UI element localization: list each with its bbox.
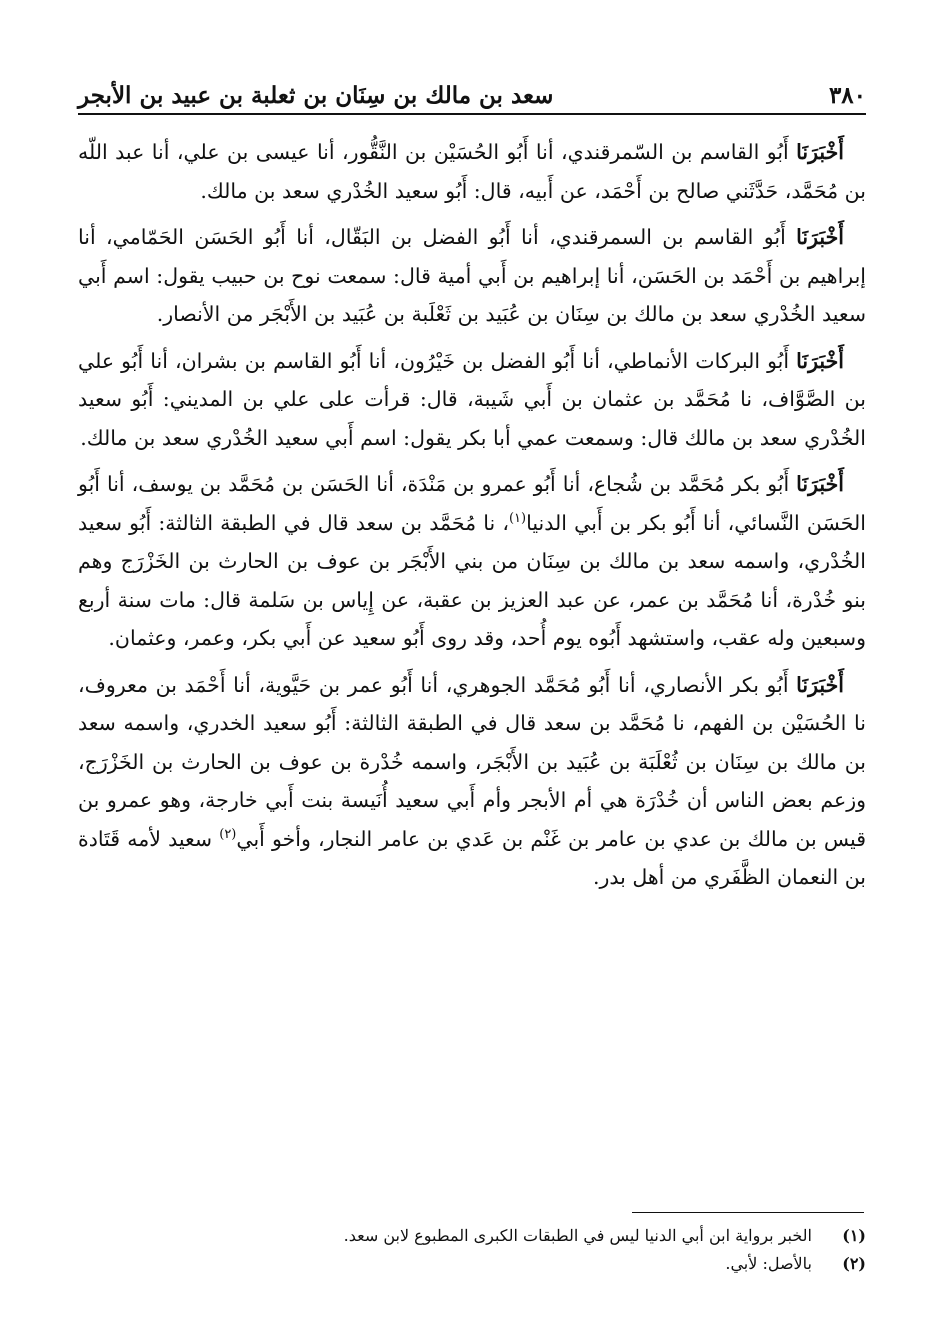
paragraph-lead-word: أَخْبَرَنَا	[796, 348, 844, 373]
footnote-reference[interactable]: (٢)	[219, 826, 237, 842]
footnote-number: (١)	[842, 1226, 866, 1245]
paragraph	[78, 666, 866, 897]
paragraph-text: سعيد لأمه قَتَادة بن النعمان الظَّفَري من أهل بدر.	[78, 826, 866, 889]
paragraph-text: أَبُو القاسم بن السمرقندي، أنا أَبُو الفضل بن البَقّال، أنا أَبُو الحَسَن الحَمّامي، أنا إبراهيم بن أَحْمَد بن الحَسَن، أنا إبراهيم بن أَبي أمية قال: سمعت نوح بن حبيب يقول: اسم أَبي سعيد الخُدْري سعد بن مالك بن سِنَان بن عُبَيد بن ثَعْلَبة بن عُبَيد بن الأَبْجَر من الأنصار.	[78, 225, 866, 326]
paragraph-text: أَبُو البركات الأنماطي، أنا أَبُو الفضل بن خَيْرُون، أنا أَبُو القاسم بن بشران، أنا أَبُو علي بن الصَّوَّاف، نا مُحَمَّد بن عثمان بن أَبي شَيبة، قال: قرأت على علي بن المديني: أَبُو سعيد الخُدْري سعد بن مالك قال: وسمعت عمي أبا بكر يقول: اسم أَبي سعيد الخُدْري سعد بن مالك.	[78, 348, 866, 450]
paragraph-lead-word: أَخْبَرَنَا	[796, 225, 844, 249]
paragraph-text: أَبُو بكر الأنصاري، أنا أَبُو مُحَمَّد الجوهري، أنا أَبُو عمر بن حَيَّوية، أنا أَحْمَد بن معروف، نا الحُسَيْن بن الفهم، نا مُحَمَّد بن سعد قال في الطبقة الثالثة: أَبُو سعيد الخدري، واسمه سعد بن مالك بن سِنَان بن ثُعْلَبَة بن عُبَيد بن الأَبْجَر، واسمه خُدْرة بن عوف بن الحارث بن الخَزْرَج، وزعم بعض الناس أن خُدْرَة هي أم الأبجر وأم أَبي سعيد أُنَيسة بنت أَبي خارجة، وهو عمرو بن قيس بن مالك بن عدي بن عامر بن غَنْم بن عَدي بن عامر النجار، وأخو أَبي	[78, 672, 866, 851]
paragraph	[78, 218, 866, 334]
paragraph-text: ، نا مُحَمَّد بن سعد قال في الطبقة الثالثة: أَبُو سعيد الخُدْري، واسمه سعد بن مالك بن سِنَان من بني الأَبْجَر بن عوف بن الحارث بن الخَزْرَج وهم بنو خُدْرة، أنا مُحَمَّد بن عمر، عن عبد العزيز بن عقبة، عن إِياس بن سَلمة قال: مات سنة أربع وسبعين وله عقب، واستشهد أَبُوه يوم أُحد، وقد روى أَبُو سعيد عن أَبي بكر، وعمر، وعثمان.	[78, 510, 866, 650]
header-divider	[78, 113, 866, 115]
main-text	[78, 133, 866, 905]
paragraph-text: أَبُو بكر مُحَمَّد بن شُجاع، أنا أَبُو عمرو بن مَنْدَة، أنا الحَسَن بن مُحَمَّد بن يوسف، أنا أَبُو الحَسَن النَّسائي، أنا أَبُو بكر بن أَبي الدنيا	[78, 472, 866, 535]
footnote-text: بالأصل: لأبي.	[725, 1254, 812, 1273]
footnotes	[78, 1222, 866, 1278]
page-header	[78, 74, 866, 114]
page-number: ٣٨٠	[828, 82, 866, 109]
paragraph	[78, 465, 866, 658]
footnote-divider	[632, 1212, 864, 1213]
footnote-item	[78, 1222, 866, 1250]
footnote-item	[78, 1250, 866, 1278]
footnote-text: الخبر برواية ابن أبي الدنيا ليس في الطبقات الكبرى المطبوع لابن سعد.	[343, 1226, 812, 1245]
paragraph-text: أَبُو القاسم بن السّمرقندي، أنا أَبُو الحُسَيْن بن النَّقُّور، أنا عيسى بن علي، أنا عبد اللّه بن مُحَمَّد، حَدَّثَني صالح بن أَحْمَد، عن أَبيه، قال: أَبُو سعيد الخُدْري سعد بن مالك.	[78, 140, 866, 203]
footnote-number: (٢)	[842, 1254, 866, 1273]
paragraph-lead-word: أَخْبَرَنَا	[796, 672, 844, 697]
footnote-reference[interactable]: (١)	[508, 510, 527, 526]
paragraph	[78, 133, 866, 210]
paragraph-lead-word: أَخْبَرَنَا	[796, 140, 844, 164]
paragraph-lead-word: أَخْبَرَنَا	[796, 472, 844, 496]
paragraph	[78, 342, 866, 458]
running-title: سعد بن مالك بن سِنَان بن ثعلبة بن عبيد بن الأبجر	[78, 82, 554, 109]
